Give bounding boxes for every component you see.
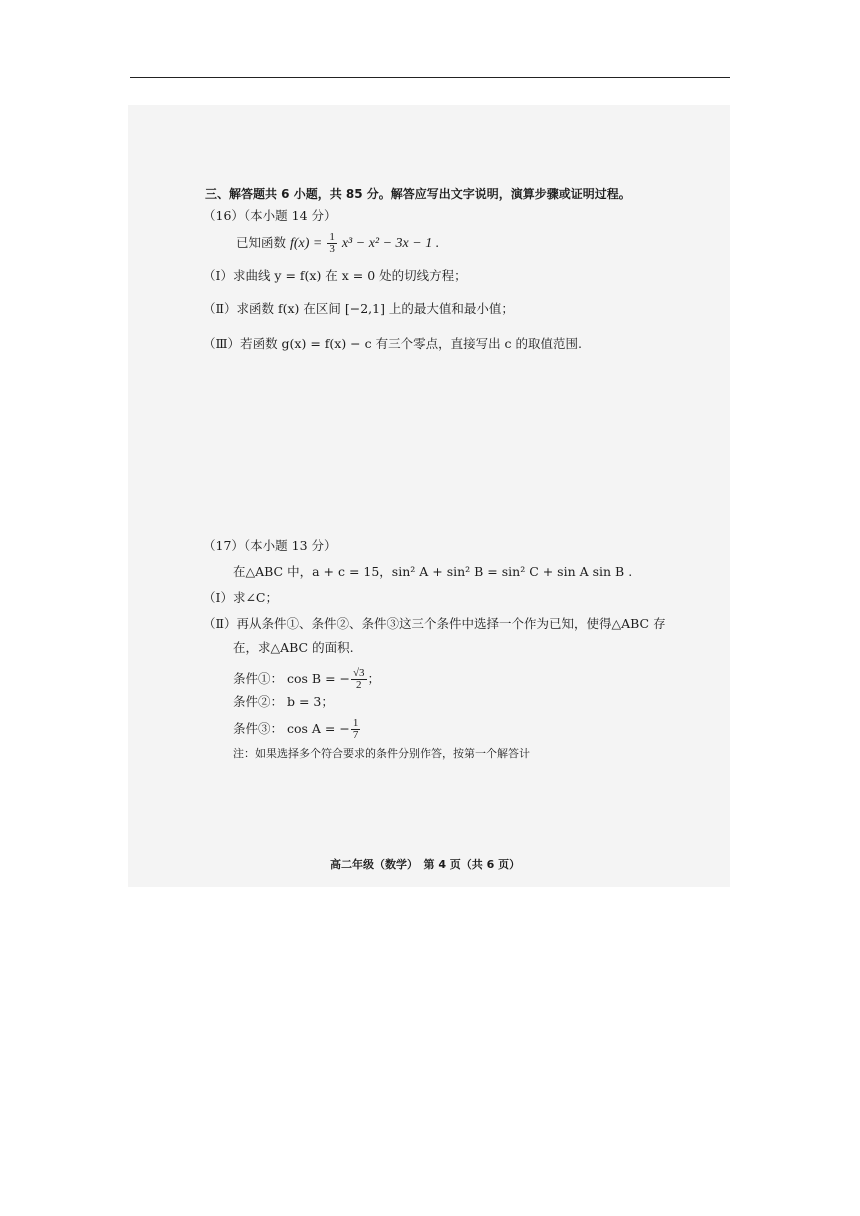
q17-condition-2 (233, 694, 334, 710)
page-footer: 高二年级（数学） 第 4 页（共 6 页） (330, 858, 521, 871)
q16-intro: 已知函数 (236, 235, 287, 250)
cond1-den: 2 (356, 679, 362, 691)
q16-part1-text: 求曲线 y = f(x) 在 x = 0 处的切线方程； (232, 268, 467, 283)
q17-part1-text: 求∠C； (232, 590, 278, 605)
q17-note: 注：如果选择多个符合要求的条件分别作答，按第一个解答计 (233, 747, 530, 760)
q16-part3 (203, 336, 582, 352)
q16-header: （16）（本小题 14 分） (203, 208, 337, 223)
top-rule (130, 77, 730, 78)
q17-condition-1 (233, 668, 380, 691)
cond3-den: 7 (352, 729, 359, 741)
cond1-tail: ； (367, 671, 381, 686)
cond1-expr: cos B = − (287, 671, 350, 686)
q16-part3-text: 若函数 g(x) = f(x) − c 有三个零点，直接写出 c 的取值范围. (240, 336, 583, 351)
cond1-fraction (351, 668, 367, 691)
q16-frac-num: 1 (329, 231, 335, 243)
q16-function-lhs: f(x) = (290, 236, 323, 251)
q17-header: （17）（本小题 13 分） (203, 538, 337, 553)
q16-function (236, 232, 439, 255)
q16-part2-text: 求函数 f(x) 在区间 [−2,1] 上的最大值和最小值； (236, 301, 514, 316)
cond2-label: 条件②： (233, 694, 284, 709)
cond3-num: 1 (352, 717, 359, 729)
q17-part2 (203, 616, 666, 632)
q17-part2-cont: 在，求△ABC 的面积. (233, 640, 354, 655)
q16-part3-label: （Ⅲ） (203, 336, 241, 351)
q16-frac-den: 3 (329, 243, 335, 255)
q16-part2 (203, 301, 514, 317)
q16-part1-label: （Ⅰ） (203, 268, 233, 283)
q17-part2-label: （Ⅱ） (203, 616, 237, 631)
cond1-label: 条件①： (233, 671, 284, 686)
cond1-num: √3 (353, 667, 365, 679)
cond3-label: 条件③： (233, 721, 284, 736)
q17-part2-text: 再从条件①、条件②、条件③这三个条件中选择一个作为已知，使得△ABC 存 (236, 616, 666, 631)
cond2-expr: b = 3； (287, 694, 334, 709)
q16-part1 (203, 268, 467, 284)
q17-part1 (203, 590, 278, 606)
q17-part1-label: （Ⅰ） (203, 590, 233, 605)
cond3-fraction (351, 718, 361, 741)
q17-condition-3 (233, 718, 361, 741)
cond3-expr: cos A = − (287, 721, 350, 736)
q17-intro: 在△ABC 中，a + c = 15，sin² A + sin² B = sin² C + sin A sin B . (233, 564, 633, 579)
section-heading: 三、解答题共 6 小题，共 85 分。解答应写出文字说明，演算步骤或证明过程。 (205, 187, 631, 201)
q16-function-rhs: x³ − x² − 3x − 1 . (341, 236, 440, 251)
q16-part2-label: （Ⅱ） (203, 301, 237, 316)
q16-fraction (327, 232, 337, 255)
